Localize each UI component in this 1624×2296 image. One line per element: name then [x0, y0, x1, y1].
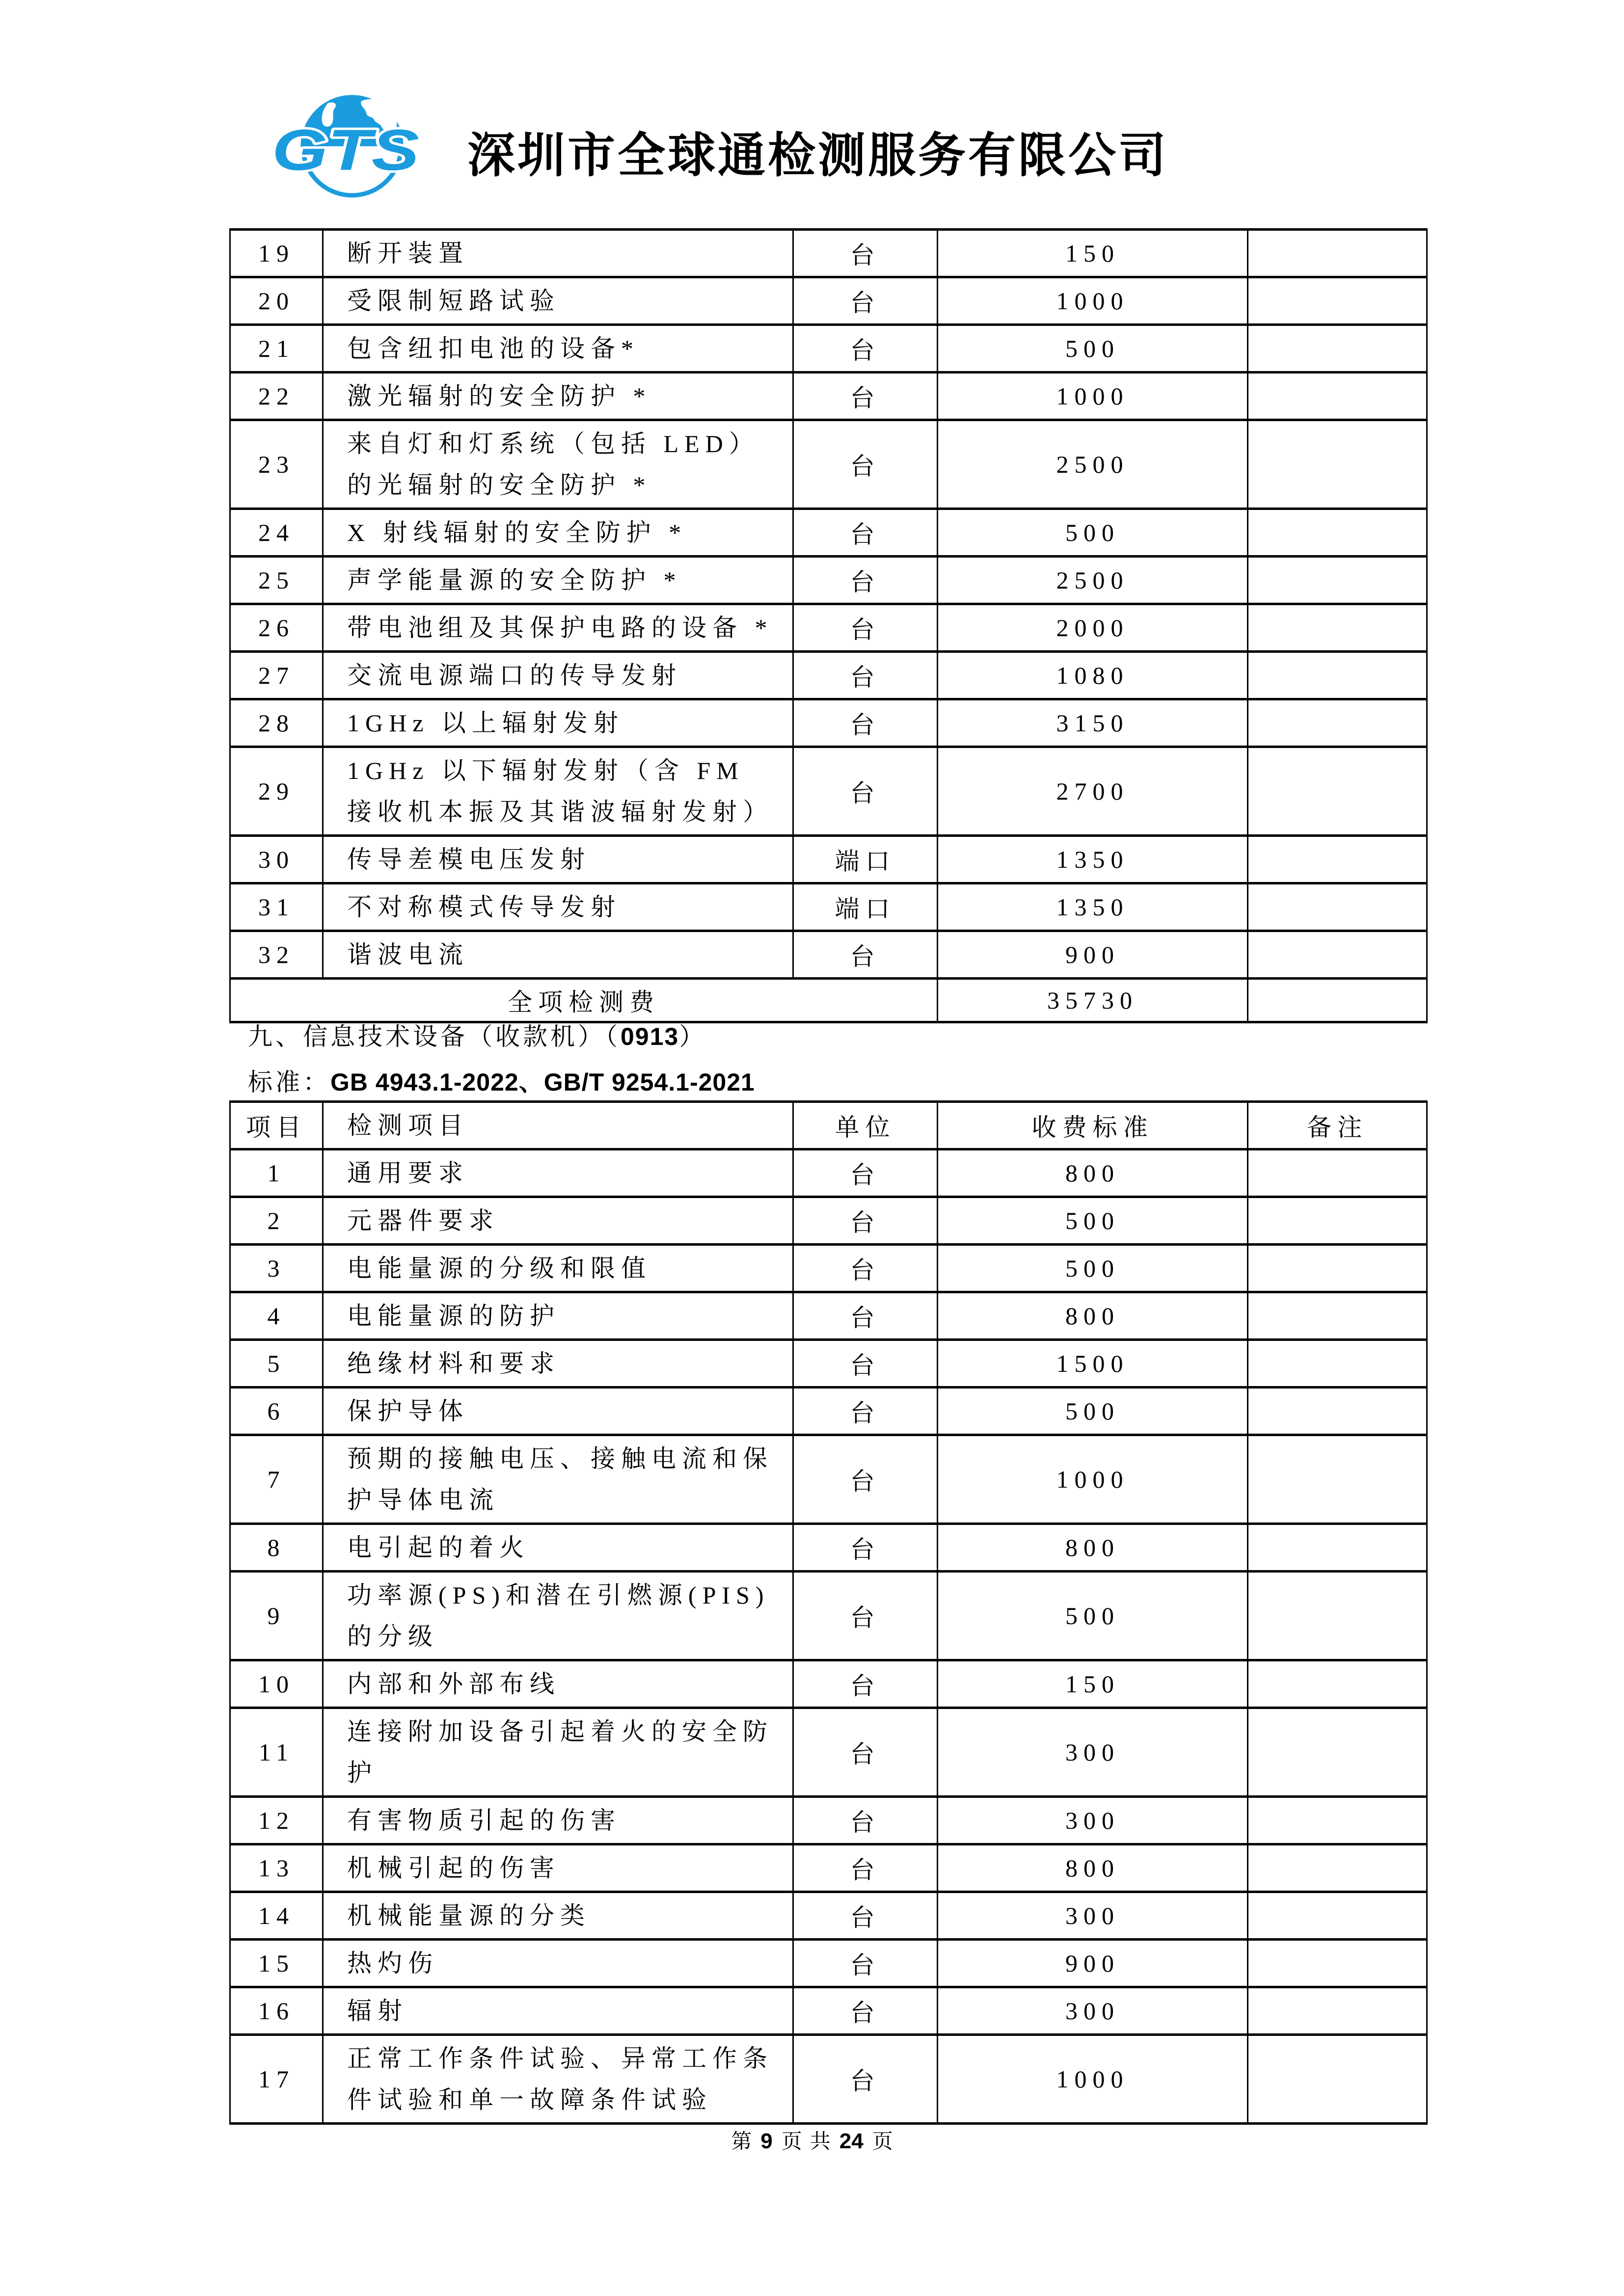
unit-cell: 台 — [793, 1524, 938, 1572]
col-header-item: 检测项目 — [323, 1102, 793, 1149]
item-cell: 受限制短路试验 — [323, 277, 793, 325]
item-cell: 不对称模式传导发射 — [323, 883, 793, 931]
note-cell — [1248, 604, 1427, 652]
table-row — [230, 1149, 1427, 1197]
row-no-cell: 5 — [230, 1340, 323, 1388]
row-no-cell: 27 — [230, 652, 323, 699]
note-cell — [1248, 1149, 1427, 1197]
table-row — [230, 652, 1427, 699]
row-no-cell: 32 — [230, 931, 323, 979]
item-cell: 来自灯和灯系统（包括 LED）的光辐射的安全防护 * — [323, 420, 793, 509]
item-cell: 包含纽扣电池的设备* — [323, 325, 793, 373]
row-no-cell: 30 — [230, 836, 323, 883]
table-row — [230, 883, 1427, 931]
note-cell — [1248, 230, 1427, 277]
note-cell — [1248, 836, 1427, 883]
footer-suffix: 页 — [872, 2131, 893, 2153]
item-cell: 声学能量源的安全防护 * — [323, 557, 793, 604]
fee-cell: 300 — [938, 1987, 1248, 2035]
table-row — [230, 1892, 1427, 1940]
unit-cell: 台 — [793, 604, 938, 652]
table-row — [230, 1940, 1427, 1987]
standard-label: 标准： — [248, 1068, 330, 1096]
table-row — [230, 1388, 1427, 1435]
unit-cell: 台 — [793, 1388, 938, 1435]
table-row — [230, 420, 1427, 509]
fee-cell: 500 — [938, 1197, 1248, 1245]
row-no-cell: 15 — [230, 1940, 323, 1987]
fee-cell: 1000 — [938, 373, 1248, 420]
row-no-cell: 4 — [230, 1292, 323, 1340]
footer-total-pages: 24 — [839, 2129, 864, 2153]
table-row — [230, 1524, 1427, 1572]
table-row — [230, 557, 1427, 604]
note-cell — [1248, 699, 1427, 747]
item-cell: 断开装置 — [323, 230, 793, 277]
unit-cell: 台 — [793, 1572, 938, 1660]
unit-cell: 台 — [793, 1797, 938, 1844]
table-row — [230, 747, 1427, 836]
unit-cell: 台 — [793, 2035, 938, 2124]
page-footer — [0, 2125, 1624, 2155]
col-header-note: 备注 — [1248, 1102, 1427, 1149]
table-row — [230, 1340, 1427, 1388]
item-cell: 机械能量源的分类 — [323, 1892, 793, 1940]
fee-cell: 2700 — [938, 747, 1248, 836]
unit-cell: 台 — [793, 1708, 938, 1797]
item-cell: 热灼伤 — [323, 1940, 793, 1987]
col-header-unit: 单位 — [793, 1102, 938, 1149]
fee-cell: 800 — [938, 1844, 1248, 1892]
row-no-cell: 8 — [230, 1524, 323, 1572]
fee-cell: 800 — [938, 1524, 1248, 1572]
fee-cell: 3150 — [938, 699, 1248, 747]
item-cell: 功率源(PS)和潜在引燃源(PIS)的分级 — [323, 1572, 793, 1660]
row-no-cell: 25 — [230, 557, 323, 604]
note-cell — [1248, 325, 1427, 373]
unit-cell: 台 — [793, 1940, 938, 1987]
logo-text: GTS — [272, 118, 419, 183]
row-no-cell: 14 — [230, 1892, 323, 1940]
item-cell: 激光辐射的安全防护 * — [323, 373, 793, 420]
table-row — [230, 1197, 1427, 1245]
unit-cell: 台 — [793, 699, 938, 747]
unit-cell: 台 — [793, 1987, 938, 2035]
unit-cell: 端口 — [793, 883, 938, 931]
unit-cell: 台 — [793, 1197, 938, 1245]
gts-logo — [265, 73, 442, 225]
table-row — [230, 1660, 1427, 1708]
item-cell: 谐波电流 — [323, 931, 793, 979]
table-row — [230, 604, 1427, 652]
table-row — [230, 836, 1427, 883]
section-title-text: 九、信息技术设备（收款机）（ — [248, 1023, 621, 1050]
table-row — [230, 2035, 1427, 2124]
item-cell: 连接附加设备引起着火的安全防护 — [323, 1708, 793, 1797]
table-row — [230, 325, 1427, 373]
note-cell — [1248, 1197, 1427, 1245]
fee-cell: 1500 — [938, 1340, 1248, 1388]
table-row — [230, 1844, 1427, 1892]
table-row — [230, 277, 1427, 325]
note-cell — [1248, 1987, 1427, 2035]
unit-cell: 台 — [793, 277, 938, 325]
table-row — [230, 1292, 1427, 1340]
unit-cell: 台 — [793, 1435, 938, 1524]
row-no-cell: 10 — [230, 1660, 323, 1708]
row-no-cell: 16 — [230, 1987, 323, 2035]
footer-part2: 页 — [781, 2131, 802, 2153]
footer-page-number: 9 — [760, 2129, 773, 2153]
item-cell: 1GHz 以上辐射发射 — [323, 699, 793, 747]
unit-cell: 台 — [793, 1660, 938, 1708]
item-cell: 内部和外部布线 — [323, 1660, 793, 1708]
item-cell: 保护导体 — [323, 1388, 793, 1435]
item-cell: 电引起的着火 — [323, 1524, 793, 1572]
unit-cell: 台 — [793, 557, 938, 604]
note-cell — [1248, 1660, 1427, 1708]
table-row — [230, 1435, 1427, 1524]
item-cell: 正常工作条件试验、异常工作条件试验和单一故障条件试验 — [323, 2035, 793, 2124]
unit-cell: 台 — [793, 230, 938, 277]
note-cell — [1248, 1844, 1427, 1892]
row-no-cell: 19 — [230, 230, 323, 277]
col-header-no: 项目 — [230, 1102, 323, 1149]
fee-table — [229, 1100, 1428, 2125]
row-no-cell: 17 — [230, 2035, 323, 2124]
row-no-cell: 7 — [230, 1435, 323, 1524]
fee-cell: 800 — [938, 1292, 1248, 1340]
row-no-cell: 6 — [230, 1388, 323, 1435]
row-no-cell: 9 — [230, 1572, 323, 1660]
unit-cell: 台 — [793, 747, 938, 836]
table-row — [230, 1797, 1427, 1844]
note-cell — [1248, 1892, 1427, 1940]
item-cell: 机械引起的伤害 — [323, 1844, 793, 1892]
note-cell — [1248, 1245, 1427, 1292]
fee-cell: 1350 — [938, 883, 1248, 931]
note-cell — [1248, 1388, 1427, 1435]
fee-cell: 500 — [938, 1245, 1248, 1292]
table-row — [230, 230, 1427, 277]
unit-cell: 台 — [793, 1892, 938, 1940]
item-cell: 元器件要求 — [323, 1197, 793, 1245]
note-cell — [1248, 1292, 1427, 1340]
col-header-fee: 收费标准 — [938, 1102, 1248, 1149]
note-cell — [1248, 1940, 1427, 1987]
unit-cell: 台 — [793, 931, 938, 979]
note-cell — [1248, 277, 1427, 325]
table-row — [230, 1572, 1427, 1660]
row-no-cell: 31 — [230, 883, 323, 931]
item-cell: 电能量源的防护 — [323, 1292, 793, 1340]
unit-cell: 台 — [793, 1149, 938, 1197]
fee-cell: 500 — [938, 1388, 1248, 1435]
fee-cell: 1350 — [938, 836, 1248, 883]
item-cell: 绝缘材料和要求 — [323, 1340, 793, 1388]
fee-cell: 500 — [938, 325, 1248, 373]
fee-cell: 500 — [938, 509, 1248, 557]
section-title-close: ） — [679, 1023, 707, 1050]
fee-cell: 1000 — [938, 277, 1248, 325]
unit-cell: 台 — [793, 1340, 938, 1388]
unit-cell: 台 — [793, 509, 938, 557]
fee-cell: 300 — [938, 1892, 1248, 1940]
section-code: 0913 — [621, 1023, 679, 1050]
fee-cell: 1000 — [938, 1435, 1248, 1524]
row-no-cell: 20 — [230, 277, 323, 325]
note-cell — [1248, 1708, 1427, 1797]
footer-part3: 共 — [810, 2131, 831, 2153]
total-row — [230, 979, 1427, 1022]
item-cell: 通用要求 — [323, 1149, 793, 1197]
note-cell — [1248, 509, 1427, 557]
row-no-cell: 22 — [230, 373, 323, 420]
row-no-cell: 11 — [230, 1708, 323, 1797]
item-cell: 辐射 — [323, 1987, 793, 2035]
row-no-cell: 13 — [230, 1844, 323, 1892]
table-row — [230, 373, 1427, 420]
unit-cell: 端口 — [793, 836, 938, 883]
table-row — [230, 1245, 1427, 1292]
fee-cell: 500 — [938, 1572, 1248, 1660]
note-cell — [1248, 420, 1427, 509]
company-name: 深圳市全球通检测服务有限公司 — [467, 130, 1168, 182]
fee-cell: 150 — [938, 230, 1248, 277]
unit-cell: 台 — [793, 1292, 938, 1340]
fee-cell: 2500 — [938, 557, 1248, 604]
item-cell: 预期的接触电压、接触电流和保护导体电流 — [323, 1435, 793, 1524]
note-cell — [1248, 1572, 1427, 1660]
standard-line — [248, 1063, 755, 1098]
row-no-cell: 23 — [230, 420, 323, 509]
total-fee-cell: 35730 — [938, 979, 1248, 1022]
row-no-cell: 28 — [230, 699, 323, 747]
note-cell — [1248, 1797, 1427, 1844]
standard-value: GB 4943.1-2022、GB/T 9254.1-2021 — [330, 1068, 755, 1096]
fee-cell: 900 — [938, 931, 1248, 979]
item-cell: 传导差模电压发射 — [323, 836, 793, 883]
fee-cell: 2500 — [938, 420, 1248, 509]
total-label-cell: 全项检测费 — [230, 979, 938, 1022]
note-cell — [1248, 883, 1427, 931]
table-row — [230, 699, 1427, 747]
row-no-cell: 1 — [230, 1149, 323, 1197]
note-cell — [1248, 652, 1427, 699]
table-row — [230, 1987, 1427, 2035]
note-cell — [1248, 1435, 1427, 1524]
unit-cell: 台 — [793, 325, 938, 373]
fee-cell: 300 — [938, 1708, 1248, 1797]
fee-cell: 1000 — [938, 2035, 1248, 2124]
unit-cell: 台 — [793, 373, 938, 420]
fee-cell: 900 — [938, 1940, 1248, 1987]
footer-prefix: 第 — [731, 2131, 752, 2153]
row-no-cell: 12 — [230, 1797, 323, 1844]
unit-cell: 台 — [793, 1844, 938, 1892]
fee-cell: 150 — [938, 1660, 1248, 1708]
row-no-cell: 29 — [230, 747, 323, 836]
note-cell — [1248, 747, 1427, 836]
note-cell — [1248, 373, 1427, 420]
row-no-cell: 24 — [230, 509, 323, 557]
row-no-cell: 3 — [230, 1245, 323, 1292]
item-cell: 有害物质引起的伤害 — [323, 1797, 793, 1844]
note-cell — [1248, 931, 1427, 979]
table-row — [230, 1708, 1427, 1797]
row-no-cell: 26 — [230, 604, 323, 652]
item-cell: 1GHz 以下辐射发射（含 FM 接收机本振及其谐波辐射发射） — [323, 747, 793, 836]
fee-cell: 300 — [938, 1797, 1248, 1844]
fee-cell: 800 — [938, 1149, 1248, 1197]
note-cell — [1248, 557, 1427, 604]
total-note-cell — [1248, 979, 1427, 1022]
header-row — [230, 1102, 1427, 1149]
unit-cell: 台 — [793, 420, 938, 509]
fee-cell: 1080 — [938, 652, 1248, 699]
note-cell — [1248, 2035, 1427, 2124]
item-cell: X 射线辐射的安全防护 * — [323, 509, 793, 557]
section-title — [248, 1017, 706, 1052]
note-cell — [1248, 1524, 1427, 1572]
unit-cell: 台 — [793, 1245, 938, 1292]
unit-cell: 台 — [793, 652, 938, 699]
table-row — [230, 931, 1427, 979]
row-no-cell: 21 — [230, 325, 323, 373]
note-cell — [1248, 1340, 1427, 1388]
item-cell: 交流电源端口的传导发射 — [323, 652, 793, 699]
row-no-cell: 2 — [230, 1197, 323, 1245]
fee-cell: 2000 — [938, 604, 1248, 652]
fee-table-continued — [229, 228, 1428, 1023]
table-row — [230, 509, 1427, 557]
item-cell: 带电池组及其保护电路的设备 * — [323, 604, 793, 652]
item-cell: 电能量源的分级和限值 — [323, 1245, 793, 1292]
